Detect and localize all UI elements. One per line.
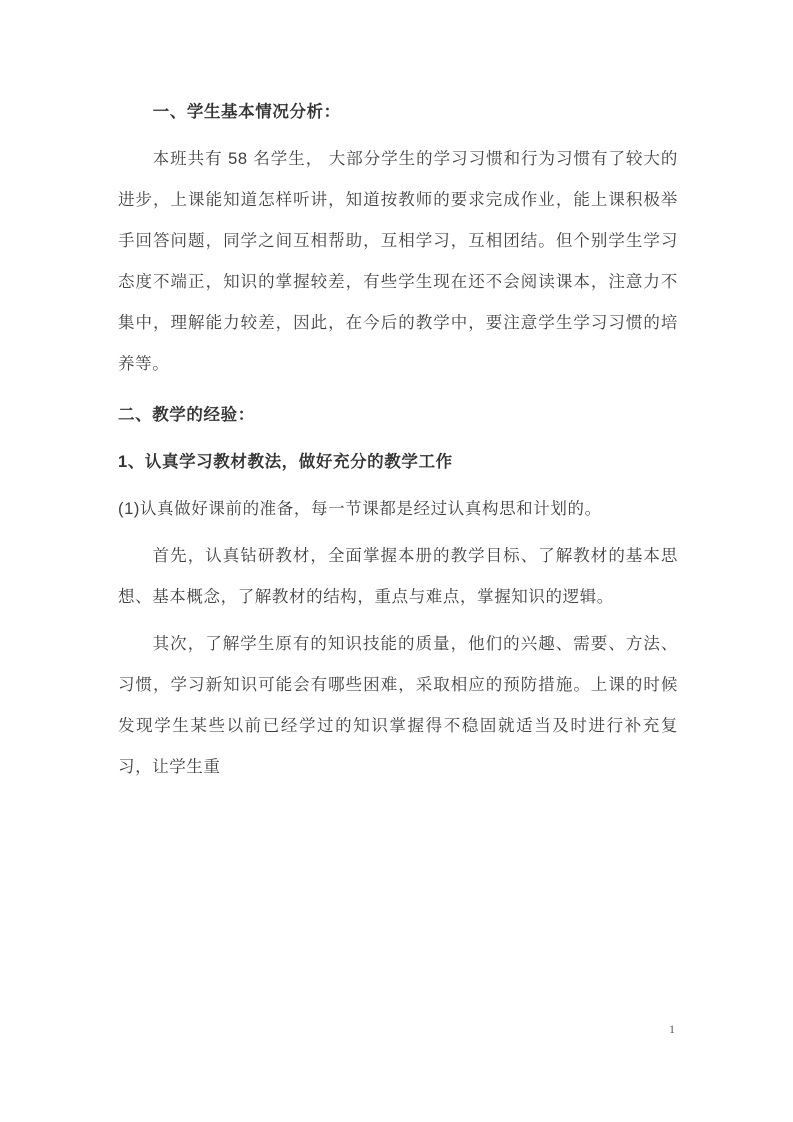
section-heading-student-analysis: 一、学生基本情况分析： bbox=[152, 103, 341, 121]
paragraph-student-analysis: 本班共有 58 名学生， 大部分学生的学习习惯和行为习惯有了较大的进步，上课能知道怎样听讲，知道按教师的要求完成作业，能上课积极举手回答问题，同学之间互相帮助，互相学习，互相团结。但个别学生学习态度不端正，知识的掌握较差，有些学生现在还不会阅读课本，注意力不集中，理解能力较差，因此，在今后的教学中，要注意学生学习习惯的培养等。 bbox=[118, 150, 678, 373]
paragraph-first-point: 首先，认真钻研教材，全面掌握本册的教学目标、了解教材的基本思想、基本概念，了解教材的结构，重点与难点，掌握知识的逻辑。 bbox=[118, 547, 678, 606]
section-heading-teaching-experience: 二、教学的经验： bbox=[118, 406, 255, 424]
paragraph-second-point: 其次，了解学生原有的知识技能的质量，他们的兴趣、需要、方法、习惯，学习新知识可能会有哪些困难，采取相应的预防措施。上课的时候发现学生某些以前已经学过的知识掌握得不稳固就适当及时进行补充复习，让学生重 bbox=[118, 635, 678, 776]
document-body bbox=[118, 92, 678, 794]
paragraph-item-1: (1)认真做好课前的准备，每一节课都是经过认真构思和计划的。 bbox=[118, 500, 602, 518]
subsection-heading-study-materials: 1、认真学习教材教法，做好充分的教学工作 bbox=[118, 453, 453, 471]
page-number: 1 bbox=[669, 1022, 675, 1036]
